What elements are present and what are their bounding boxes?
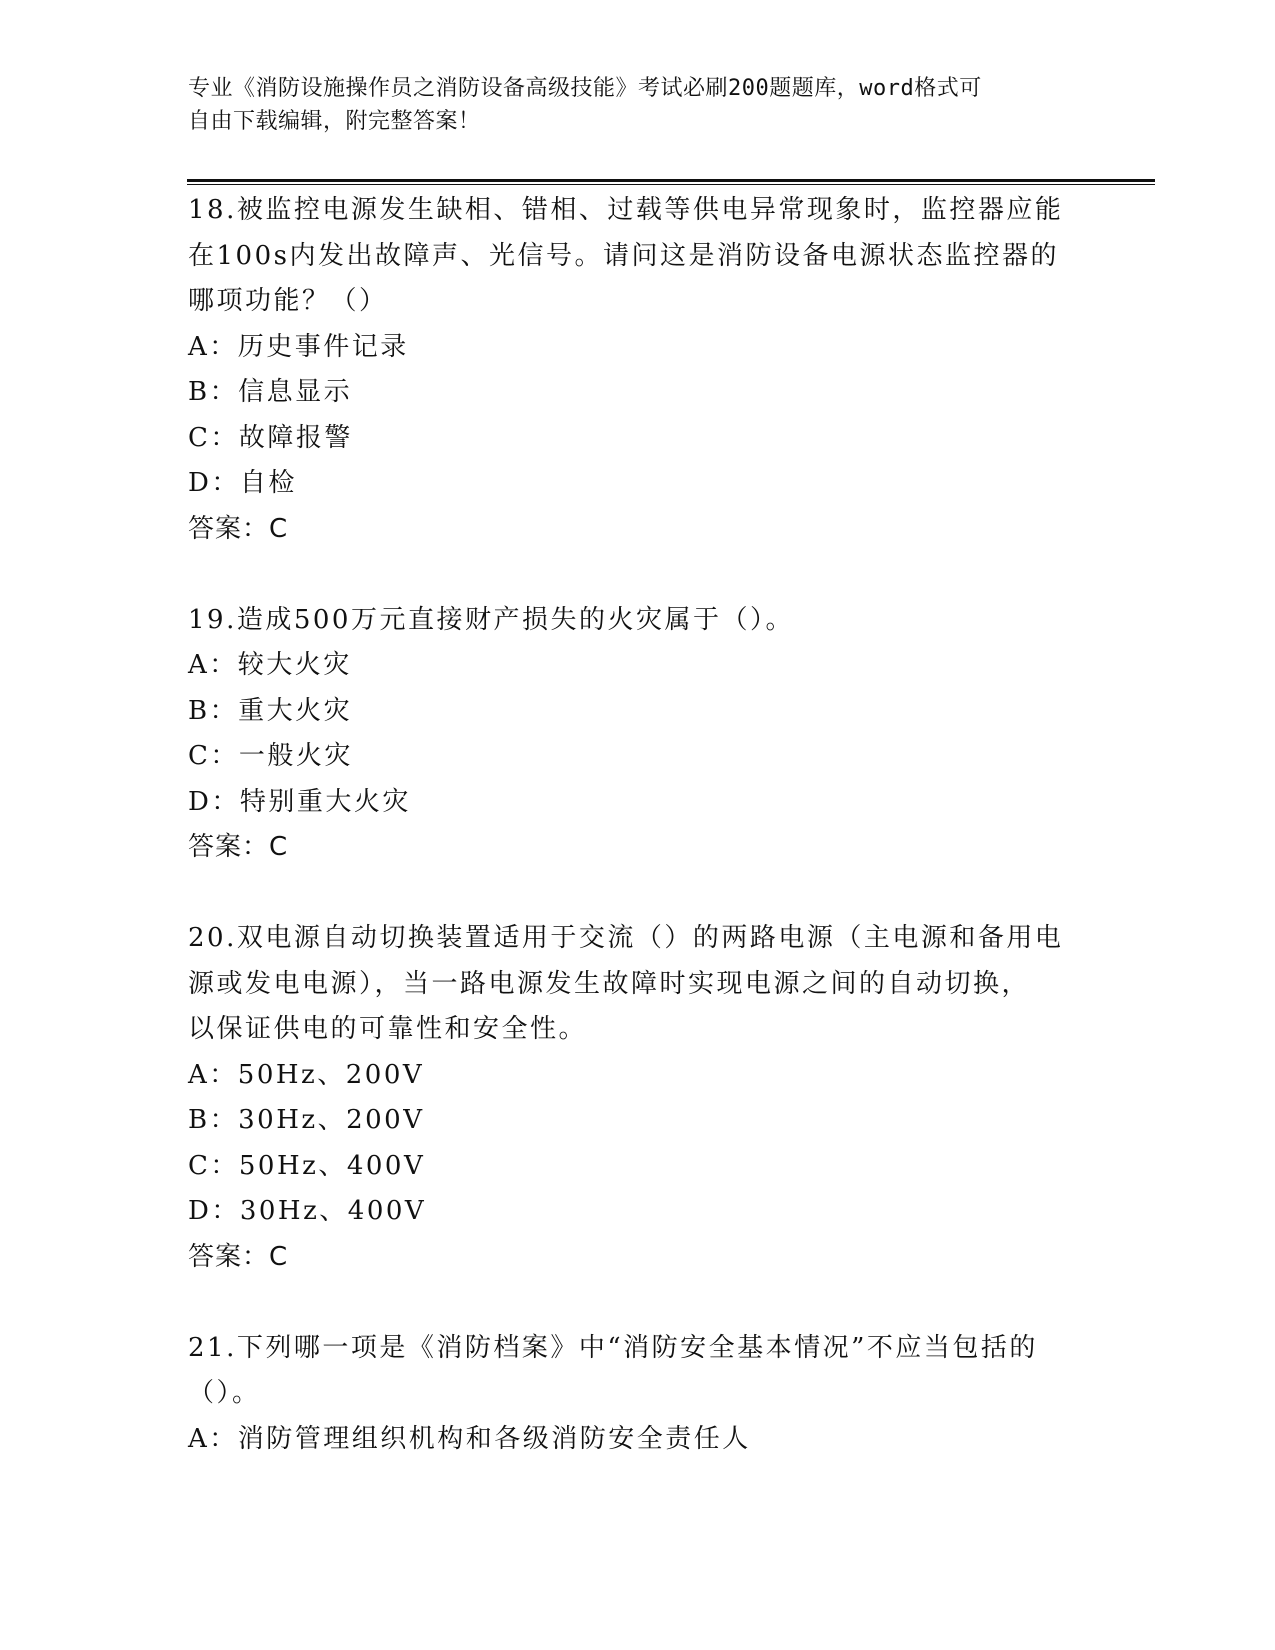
option-b: B：重大火灾 xyxy=(188,695,353,726)
option-a: A：历史事件记录 xyxy=(188,331,409,362)
question-list xyxy=(188,188,1088,1462)
question-text: 20.双电源自动切换装置适用于交流（）的两路电源（主电源和备用电 xyxy=(188,923,1064,953)
spacer xyxy=(188,871,1088,917)
question-20 xyxy=(188,916,1088,1280)
spacer xyxy=(188,1280,1088,1326)
question-text: 18.被监控电源发生缺相、错相、过载等供电异常现象时，监控器应能 xyxy=(188,195,1064,225)
spacer xyxy=(188,552,1088,598)
header-divider-thick xyxy=(187,179,1155,182)
question-text: 以保证供电的可靠性和安全性。 xyxy=(188,1014,588,1044)
question-18 xyxy=(188,188,1088,552)
option-a: A：较大火灾 xyxy=(188,650,352,680)
question-text: 在100s内发出故障声、光信号。请问这是消防设备电源状态监控器的 xyxy=(188,240,1059,271)
option-a: A：50Hz、200V xyxy=(188,1059,425,1090)
option-c: C：故障报警 xyxy=(188,422,353,453)
answer: 答案：C xyxy=(188,1241,289,1272)
option-d: D：自检 xyxy=(188,468,297,498)
question-19 xyxy=(188,598,1088,871)
question-text: （）。 xyxy=(188,1378,261,1408)
question-text: 21.下列哪一项是《消防档案》中“消防安全基本情况”不应当包括的 xyxy=(188,1332,1038,1363)
option-c: C：50Hz、400V xyxy=(188,1150,426,1181)
answer: 答案：C xyxy=(188,513,289,544)
header-line: 自由下载编辑，附完整答案！ xyxy=(188,109,481,134)
option-b: B：30Hz、200V xyxy=(188,1105,425,1135)
question-text: 源或发电电源），当一路电源发生故障时实现电源之间的自动切换， xyxy=(188,968,1031,999)
answer: 答案：C xyxy=(188,832,289,862)
question-text: 哪项功能？（） xyxy=(188,286,388,316)
document-header xyxy=(188,72,1068,138)
header-line: 专业《消防设施操作员之消防设备高级技能》考试必刷200题题库，word格式可 xyxy=(188,76,982,101)
header-divider-thin xyxy=(187,184,1155,185)
question-21 xyxy=(188,1326,1088,1463)
option-b: B：信息显示 xyxy=(188,377,353,407)
question-text: 19.造成500万元直接财产损失的火灾属于（）。 xyxy=(188,604,794,635)
option-c: C：一般火灾 xyxy=(188,741,353,771)
option-a: A：消防管理组织机构和各级消防安全责任人 xyxy=(188,1423,751,1454)
option-d: D：特别重大火灾 xyxy=(188,786,411,817)
option-d: D：30Hz、400V xyxy=(188,1196,427,1226)
